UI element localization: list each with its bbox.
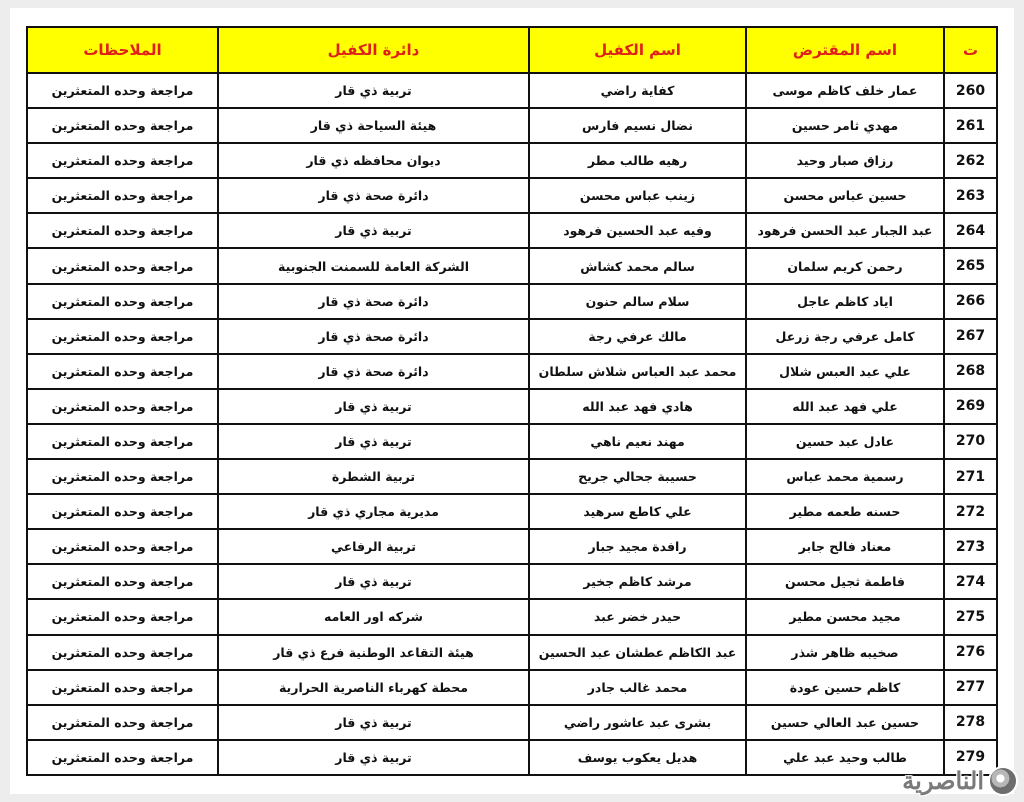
cell-guarantor: محمد غالب جادر	[529, 670, 746, 705]
cell-number: 274	[944, 564, 997, 599]
cell-department: دائرة صحة ذي قار	[218, 319, 529, 354]
cell-department: تربية الرفاعي	[218, 529, 529, 564]
cell-borrower: كاظم حسين عودة	[746, 670, 944, 705]
cell-guarantor: نضال نسيم فارس	[529, 108, 746, 143]
cell-department: تربية ذي قار	[218, 73, 529, 108]
table-row	[27, 494, 997, 529]
cell-number: 275	[944, 599, 997, 634]
cell-number: 265	[944, 248, 997, 283]
table-row	[27, 319, 997, 354]
cell-number: 278	[944, 705, 997, 740]
cell-notes: مراجعة وحده المتعثرين	[27, 108, 218, 143]
cell-department: ديوان محافظه ذي قار	[218, 143, 529, 178]
cell-notes: مراجعة وحده المتعثرين	[27, 599, 218, 634]
cell-guarantor: وفيه عبد الحسين فرهود	[529, 213, 746, 248]
cell-notes: مراجعة وحده المتعثرين	[27, 213, 218, 248]
cell-guarantor: رافدة مجيد جبار	[529, 529, 746, 564]
cell-department: الشركة العامة للسمنت الجنوبية	[218, 248, 529, 283]
cell-department: دائرة صحة ذي قار	[218, 354, 529, 389]
cell-guarantor: هادي فهد عبد الله	[529, 389, 746, 424]
cell-notes: مراجعة وحده المتعثرين	[27, 143, 218, 178]
cell-guarantor: رهيه طالب مطر	[529, 143, 746, 178]
cell-department: مديرية مجاري ذي قار	[218, 494, 529, 529]
cell-notes: مراجعة وحده المتعثرين	[27, 178, 218, 213]
cell-borrower: حسين عباس محسن	[746, 178, 944, 213]
table-row	[27, 73, 997, 108]
cell-notes: مراجعة وحده المتعثرين	[27, 389, 218, 424]
cell-department: دائرة صحة ذي قار	[218, 178, 529, 213]
cell-borrower: عادل عبد حسين	[746, 424, 944, 459]
watermark-text: الناصرية	[902, 766, 984, 795]
cell-borrower: فاطمة ثجيل محسن	[746, 564, 944, 599]
cell-department: تربية الشطرة	[218, 459, 529, 494]
table-row	[27, 670, 997, 705]
table-row	[27, 389, 997, 424]
cell-borrower: رسمية محمد عباس	[746, 459, 944, 494]
document-sheet	[10, 8, 1014, 794]
cell-notes: مراجعة وحده المتعثرين	[27, 705, 218, 740]
cell-guarantor: مالك عرفي رجة	[529, 319, 746, 354]
cell-guarantor: كفاية راضي	[529, 73, 746, 108]
cell-guarantor: زينب عباس محسن	[529, 178, 746, 213]
cell-guarantor: عبد الكاظم عطشان عبد الحسين	[529, 635, 746, 670]
cell-borrower: كامل عرفي رجة زرعل	[746, 319, 944, 354]
cell-guarantor: علي كاطع سرهيد	[529, 494, 746, 529]
cell-notes: مراجعة وحده المتعثرين	[27, 494, 218, 529]
table-row	[27, 213, 997, 248]
table-row	[27, 705, 997, 740]
cell-number: 269	[944, 389, 997, 424]
cell-department: تربية ذي قار	[218, 424, 529, 459]
cell-guarantor: سالم محمد كشاش	[529, 248, 746, 283]
cell-number: 268	[944, 354, 997, 389]
cell-guarantor: محمد عبد العباس شلاش سلطان	[529, 354, 746, 389]
cell-guarantor: هديل يعكوب يوسف	[529, 740, 746, 775]
table-row	[27, 284, 997, 319]
table-row	[27, 354, 997, 389]
table-row	[27, 248, 997, 283]
cell-number: 262	[944, 143, 997, 178]
cell-department: تربية ذي قار	[218, 705, 529, 740]
cell-borrower: حسين عبد العالي حسين	[746, 705, 944, 740]
nasiriyah-logo-icon	[988, 766, 1018, 796]
table-row	[27, 143, 997, 178]
cell-department: تربية ذي قار	[218, 389, 529, 424]
cell-number: 276	[944, 635, 997, 670]
header-notes: الملاحظات	[27, 27, 218, 73]
cell-guarantor: سلام سالم حنون	[529, 284, 746, 319]
table-row	[27, 459, 997, 494]
cell-borrower: رحمن كريم سلمان	[746, 248, 944, 283]
cell-number: 261	[944, 108, 997, 143]
header-guarantor: اسم الكفيل	[529, 27, 746, 73]
cell-number: 272	[944, 494, 997, 529]
cell-borrower: علي فهد عبد الله	[746, 389, 944, 424]
cell-notes: مراجعة وحده المتعثرين	[27, 635, 218, 670]
table-row	[27, 740, 997, 775]
cell-department: شركه اور العامه	[218, 599, 529, 634]
cell-notes: مراجعة وحده المتعثرين	[27, 284, 218, 319]
table-row	[27, 424, 997, 459]
cell-notes: مراجعة وحده المتعثرين	[27, 670, 218, 705]
cell-department: محطة كهرباء الناصرية الحرارية	[218, 670, 529, 705]
table-row	[27, 564, 997, 599]
cell-notes: مراجعة وحده المتعثرين	[27, 73, 218, 108]
cell-borrower: اياد كاظم عاجل	[746, 284, 944, 319]
cell-department: تربية ذي قار	[218, 213, 529, 248]
cell-guarantor: مهند نعيم ناهي	[529, 424, 746, 459]
cell-number: 264	[944, 213, 997, 248]
cell-department: تربية ذي قار	[218, 740, 529, 775]
header-number: ت	[944, 27, 997, 73]
cell-borrower: معناد فالح جابر	[746, 529, 944, 564]
cell-department: تربية ذي قار	[218, 564, 529, 599]
table-row	[27, 635, 997, 670]
cell-guarantor: بشرى عبد عاشور راضي	[529, 705, 746, 740]
cell-borrower: مجيد محسن مطير	[746, 599, 944, 634]
cell-guarantor: مرشد كاظم جخير	[529, 564, 746, 599]
cell-borrower: رزاق صبار وحيد	[746, 143, 944, 178]
cell-borrower: صخيبه ظاهر شذر	[746, 635, 944, 670]
cell-number: 277	[944, 670, 997, 705]
header-department: دائرة الكفيل	[218, 27, 529, 73]
table-row	[27, 529, 997, 564]
cell-number: 266	[944, 284, 997, 319]
cell-notes: مراجعة وحده المتعثرين	[27, 248, 218, 283]
cell-borrower: علي عبد العبس شلال	[746, 354, 944, 389]
table-row	[27, 178, 997, 213]
cell-notes: مراجعة وحده المتعثرين	[27, 459, 218, 494]
table-row	[27, 599, 997, 634]
watermark-logo	[902, 766, 1018, 796]
cell-notes: مراجعة وحده المتعثرين	[27, 319, 218, 354]
cell-department: هيئة السياحة ذي قار	[218, 108, 529, 143]
cell-notes: مراجعة وحده المتعثرين	[27, 564, 218, 599]
header-borrower: اسم المقترض	[746, 27, 944, 73]
cell-number: 279	[944, 740, 997, 775]
cell-notes: مراجعة وحده المتعثرين	[27, 740, 218, 775]
cell-guarantor: حيدر خضر عبد	[529, 599, 746, 634]
table-row	[27, 108, 997, 143]
cell-department: هيئة التقاعد الوطنية فرع ذي قار	[218, 635, 529, 670]
cell-number: 263	[944, 178, 997, 213]
cell-number: 273	[944, 529, 997, 564]
cell-borrower: عبد الجبار عبد الحسن فرهود	[746, 213, 944, 248]
cell-notes: مراجعة وحده المتعثرين	[27, 354, 218, 389]
cell-borrower: عمار خلف كاظم موسى	[746, 73, 944, 108]
cell-number: 270	[944, 424, 997, 459]
cell-notes: مراجعة وحده المتعثرين	[27, 529, 218, 564]
cell-number: 271	[944, 459, 997, 494]
cell-borrower: حسنه طعمه مطير	[746, 494, 944, 529]
cell-number: 267	[944, 319, 997, 354]
cell-notes: مراجعة وحده المتعثرين	[27, 424, 218, 459]
loans-table	[26, 26, 998, 776]
cell-borrower: طالب وحيد عبد علي	[746, 740, 944, 775]
cell-borrower: مهدي ثامر حسين	[746, 108, 944, 143]
cell-number: 260	[944, 73, 997, 108]
cell-department: دائرة صحة ذي قار	[218, 284, 529, 319]
table-header-row	[27, 27, 997, 73]
cell-guarantor: حسيبة جحالي جريح	[529, 459, 746, 494]
